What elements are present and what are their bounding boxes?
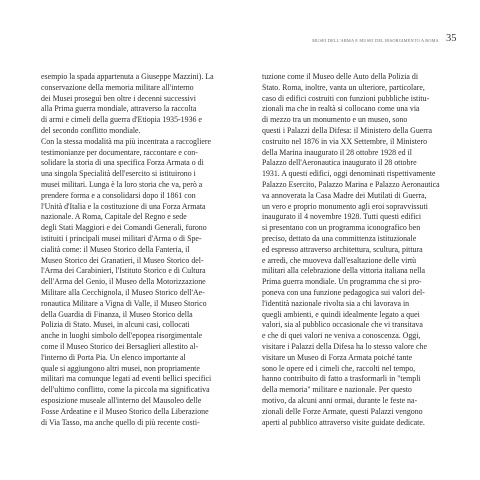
text-line: Con la stessa modalità ma più incentrata a raccogliere <box>41 136 212 146</box>
text-line: Palazzo Esercito, Palazzo Marina e Palazzo Aeronautica <box>262 179 440 189</box>
text-line: valori, sia al pubblico occasionale che vi transitava <box>262 320 423 330</box>
text-line: quale si aggiungono altri musei, non propriamente <box>41 363 200 373</box>
text-line: dei Musei proseguì ben oltre i decenni successivi <box>41 93 196 103</box>
text-line: musei militari. Lunga è la loro storia che va, però a <box>41 179 203 189</box>
text-line: di mezzo tra un monumento e un museo, sono <box>262 115 408 125</box>
text-line: esempio la spada appartenuta a Giuseppe Mazzini). La <box>41 72 214 81</box>
text-line: zionali delle Forze Armate, questi Palazzi vengono <box>262 406 423 416</box>
text-line: quegli ambienti, e quindi idealmente legato a quei <box>262 309 420 319</box>
text-line: Polizia di Stato. Musei, in alcuni casi, collocati <box>41 320 190 330</box>
text-line: visitare un Museo di Forza Armata poiché tante <box>262 352 413 362</box>
text-line: poneva con una funzione pedagogica sui valori del- <box>262 287 425 297</box>
text-line: costruito nel 1876 in via XX Settembre, il Ministero <box>262 136 428 146</box>
text-line: militari ma comunque legati ad eventi bellici specifici <box>41 374 212 384</box>
text-line: Museo Storico dei Granatieri, il Museo Storico del- <box>41 255 204 265</box>
running-title-left: MUSEI DELL'ARMA E MUSEI DEL RISORGIMENTO <box>312 38 420 43</box>
right-text-column <box>262 72 460 472</box>
page-number: 35 <box>446 33 457 44</box>
text-line: hanno contribuito di fatto a trasformarli in "templi <box>262 374 421 384</box>
text-line: l'interno di Porta Pia. Un elenco importante al <box>41 352 186 362</box>
running-title-right: ROMA <box>425 38 439 43</box>
text-line: degli Stati Maggiori e dei Comandi Generali, furono <box>41 223 207 233</box>
text-line: della Guardia di Finanza, il Museo Storico della <box>41 309 193 319</box>
text-line: si presentano con un programma iconografico ben <box>262 223 421 233</box>
text-line: l'identità nazionale rivolta sia a chi lavorava in <box>262 298 410 308</box>
text-line: questi i Palazzi della Difesa: il Ministero della Guerra <box>262 125 433 135</box>
text-line: prendere forma e a consolidarsi dopo il 1861 con <box>41 190 196 200</box>
text-line: tuzione come il Museo delle Auto della Polizia di <box>262 72 419 81</box>
text-line: e arredi, che muoveva dall'esaltazione delle virtù <box>262 255 417 265</box>
text-line: l'Arma dei Carabinieri, l'Istituto Storico e di Cultura <box>41 266 206 276</box>
text-line: e che di quei valori ne veniva a conoscenza. Oggi, <box>262 331 421 341</box>
left-text-column <box>41 72 239 472</box>
text-line: del secondo conflitto mondiale. <box>41 125 141 135</box>
text-line: motivo, da alcuni anni ormai, durante le feste na- <box>262 395 418 405</box>
text-line: istituiti i principali musei militari d'Arma o di Spe- <box>41 233 202 243</box>
text-line: della memoria" militare e nazionale. Per questo <box>262 385 412 395</box>
text-line: conservazione della memoria militare all'interno <box>41 82 194 92</box>
text-line: una singola Specialità dell'esercito si istituirono i <box>41 169 196 179</box>
text-line: della Marina inaugurato il 28 ottobre 1928 ed il <box>262 147 412 157</box>
text-line: solidare la storia di una specifica Forza Armata o di <box>41 158 204 168</box>
text-line: di armi e cimeli della guerra d'Etiopia 1935-1936 e <box>41 115 202 125</box>
text-line: ronautica Militare a Vigna di Valle, il Museo Storico <box>41 298 207 308</box>
text-line: un vero e proprio monumento agli eroi sopravvissuti <box>262 201 428 211</box>
text-line: l'Unità d'Italia e la costituzione di una Forza Armata <box>41 201 206 211</box>
text-line: dell'ultimo conflitto, come la piccola ma significativa <box>41 385 210 395</box>
text-line: aperti al pubblico attraverso visite guidate dedicate. <box>262 417 425 427</box>
text-line: zionali ma che in realtà si collocano come una via <box>262 104 420 114</box>
text-line: di Via Tasso, ma anche quello di più recente costi- <box>41 417 200 427</box>
text-line: visitare i Palazzi della Difesa ha lo stesso valore che <box>262 341 427 351</box>
text-line: Palazzo dell'Aeronautica inaugurato il 28 ottobre <box>262 158 417 168</box>
text-line: Stato. Roma, inoltre, vanta un ulteriore, particolare, <box>262 82 425 92</box>
text-line: cialità come: il Museo Storico della Fanteria, il <box>41 244 190 254</box>
running-header <box>300 38 439 48</box>
text-line: ed espresso attraverso architettura, scultura, pittura <box>262 244 423 254</box>
text-line: sono le opere ed i cimeli che, raccolti nel tempo, <box>262 363 416 373</box>
text-line: 1931. A questi edifici, oggi denominati rispettivamente <box>262 169 436 179</box>
text-line: alla Prima guerra mondiale, attraverso la raccolta <box>41 104 197 114</box>
text-line: testimonianze per documentare, raccontare e con- <box>41 147 198 157</box>
text-line: Prima guerra mondiale. Un programma che si pro- <box>262 277 422 287</box>
running-title-separator: A <box>420 38 425 43</box>
text-line: inaugurato il 4 novembre 1928. Tutti questi edifici <box>262 212 422 222</box>
text-line: caso di edifici costruiti con funzioni pubbliche istitu- <box>262 93 430 103</box>
text-line: come il Museo Storico dei Bersaglieri allestito al- <box>41 341 199 351</box>
text-line: militari alla celebrazione della vittoria italiana nella <box>262 266 425 276</box>
text-line: Fosse Ardeatine e il Museo Storico della Liberazione <box>41 406 209 416</box>
text-line: preciso, dettato da una committenza istituzionale <box>262 233 417 243</box>
text-line: dell'Arma del Genio, il Museo della Motorizzazione <box>41 277 206 287</box>
text-line: Militare alla Cecchignola, il Museo Storico dell'Ae- <box>41 287 205 297</box>
text-line: esposizione museale all'interno del Mausoleo delle <box>41 395 202 405</box>
text-line: anche in luoghi simbolo dell'epopea risorgimentale <box>41 331 203 341</box>
text-line: nazionale. A Roma, Capitale del Regno e sede <box>41 212 187 222</box>
text-line: va annoverata la Casa Madre dei Mutilati di Guerra, <box>262 190 427 200</box>
